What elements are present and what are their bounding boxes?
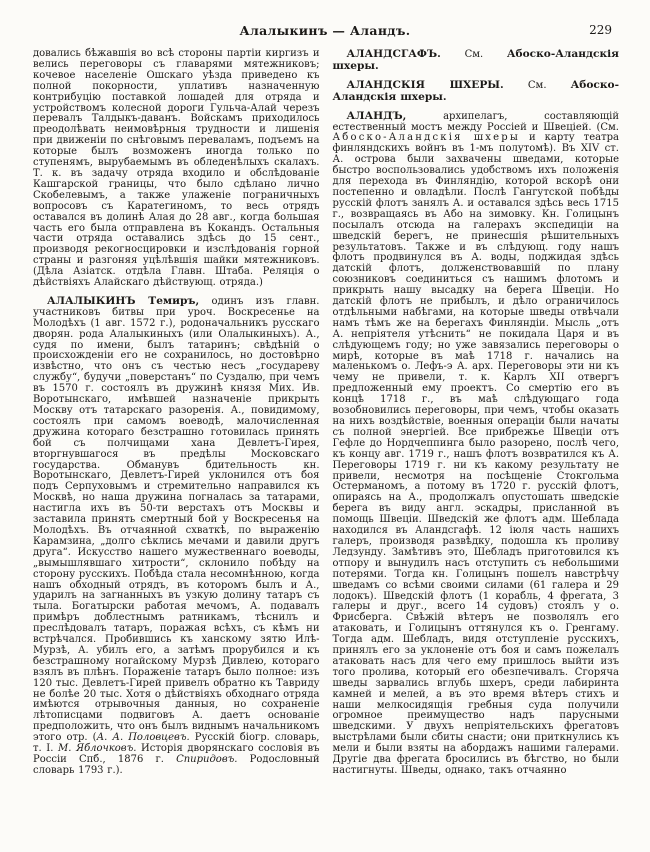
right-column: [333, 49, 620, 777]
entry-aland-spaced-reference: Абоско-Аландскія шхеры: [332, 132, 521, 144]
page-number: 229: [589, 23, 612, 37]
entry-alalykin: [33, 296, 320, 777]
citation-text-1: Русскій біогр. словарь, т. I.: [33, 732, 320, 755]
citation-author-yablochkov: М. Яблочковъ.: [58, 743, 137, 755]
entry-aland: [333, 111, 620, 777]
citation-text-2: Исторія дворянскаго сословія въ Россіи Спб., 1876 г.: [33, 743, 320, 765]
entry-alandsgaf-reference: Абоско-Аландскія шхеры.: [332, 48, 619, 72]
citation-author-spiridov: Спиридовъ.: [176, 754, 238, 765]
entry-alandskiya-shkhery: [333, 80, 620, 104]
entry-aland-body: и карту театра финляндскихъ войнъ въ 1-мъ полутомѣ). Въ XIV ст. А. острова были захвачены шведами, которые быстро воспользовались удобствомъ ихъ положенія для перехода въ Финляндію, которой вскорѣ они постепенно и овладѣли. Послѣ Гангутской побѣды русскій флотъ занялъ А. и оставался здѣсь весь 1715 г., возвращаясь въ Або на зимовку. Кн. Голицынъ посылалъ отсюда на галерахъ экспедиціи на шведскій берегъ, не принесшія рѣшительныхъ результатовъ. Также и въ слѣдующ. году нашъ флотъ продвинулся въ А. воды, поджидая здѣсь датскій флотъ, долженствовавшій по плану союзниковъ соединиться съ нашимъ флотомъ и прикрыть нашу высадку на берега Швеціи. Но датскій флотъ не прибылъ, и дѣло ограничилось отдѣльными набѣгами, на которые шведы отвѣчали намъ тѣмъ же на берегахъ Финляндіи. Мысль „отъ А. непріятеля утѣснить“ не покидала Царя и въ слѣдующемъ году; но уже завязались переговоры о мирѣ, которые въ маѣ 1718 г. начались на маленькомъ о. Лефъ-э А. арх. Переговоры эти ни къ чему не привели, т. к. Карлъ XII отвергъ предложенный ему проектъ. Со смертію его въ концѣ 1718 г., въ маѣ слѣдующаго года возобновились переговоры, при чемъ, чтобы оказать на нихъ воздѣйствіе, военныя операціи были начаты съ полной энергіей. Все прибрежье Швеціи отъ Гефле до Нордчеппинга было разорено, послѣ чего, къ концу авг. 1719 г., нашъ флотъ возвратился къ А. Переговоры 1719 г. ни къ какому результату не привели, несмотря на посѣщеніе Стокгольма Остерманомъ, а потому въ 1720 г. русскій флотъ, опираясь на А., продолжалъ опустошать шведскіе берега въ виду англ. эскадры, присланной въ помощь Швеціи. Шведскій же флотъ адм. Шеблада находился въ Аландсгафѣ. 12 іюля часть нашихъ галеръ, производя развѣдку, подошла къ проливу Ледзунду. Замѣтивъ это, Шебладъ приготовился къ отпору и вынудилъ насъ отступить съ небольшими потерями. Тогда кн. Голицынъ пошелъ навстрѣчу шведамъ со всѣми своими силами (61 галера и 29 лодокъ). Шведскій флотъ (1 корабль, 4 фрегата, 3 галеры и друг., всего 14 судовъ) стоялъ у о. Фрисберга. Свѣжій вѣтеръ не позволялъ его атаковать, и Голицынъ оттянулся къ о. Гренгаму. Тогда адм. Шебладъ, видя отступленіе русскихъ, принялъ его за уклоненіе отъ боя и самъ пожелалъ атаковать насъ для чего ему пришлось выйти изъ того пролива, который его обезпечивалъ. Сгоряча шведы зарвались вглубь шхеръ, среди лабиринта камней и мелей, а въ это время вѣтеръ стихъ и наши мелкосидящія гребныя суда получили огромное преимущество надъ парусными шведскими. У двухъ непріятельскихъ фрегатовъ выстрѣлами были сбиты снасти; они приткнулись къ мели и были взяты на абордажъ нашими галерами. Другіе два фрегата бросились въ бѣгство, но были настигнуты. Шведы, однако, такъ отчаянно: [332, 132, 619, 776]
citation-text-3: Родословный словарь 1793 г.).: [33, 754, 320, 776]
running-head: [0, 0, 650, 41]
entry-aland-intro: архипелагъ, составляющій естественный мостъ между Россіей и Швеціей. (См.: [332, 110, 619, 133]
entry-alalykin-headword: АЛАЛЫКИНЪ Темиръ,: [47, 294, 200, 307]
continuation-paragraph: довались бѣжавшія во всѣ стороны партіи киргизъ и велись переговоры съ главарями мятежниковъ; кочевое населеніе Ошскаго уѣзда приведено къ полной покорности, уплативъ назначенную контрибуцію поставкой лошадей для отряда и устройствомъ колесной дороги Гульча-Алай черезъ перевалъ Талдыкъ-даванъ. Войскамъ приходилось преодолѣвать неимовѣрныя трудности и лишенія при движеніи по снѣговымъ переваламъ, подъемъ на которые былъ возможенъ иногда только по ступенямъ, вырубаемымъ въ обледенѣлыхъ скалахъ. Т. к. въ задачу отряда входило и обслѣдованіе Кашгарской границы, что было сдѣлано лично Скобелевымъ, а также улаженіе пограничныхъ вопросовъ съ Каратегиномъ, то весь отрядъ оставался въ долинѣ Алая до 28 авг., когда большая часть его была отправлена въ Кокандъ. Остальныя части отряда оставались здѣсь до 15 сент., производя рекогносцировки и изслѣдованія горной страны и разгоняя уцѣлѣвшія шайки мятежниковъ. (Дѣла Азіатск. отдѣла Главн. Штаба. Реляція о дѣйствіяхъ Алайскаго дѣйствующ. отряда.): [33, 48, 320, 289]
entry-alandskiya-reference: Абоско-Аландскія шхеры.: [332, 78, 619, 103]
text-columns: [0, 41, 650, 777]
entry-alalykin-body: одинъ изъ главн. участниковъ битвы при уроч. Воскресенье на Молодѣхъ (1 авг. 1572 г.), родоначальникъ русскаго дворян. рода Алалыкиныхъ (или Олалыкиныхъ). А., судя по имени, былъ татаринъ; свѣдѣній о происхожденіи его не сохранилось, но достовѣрно извѣстно, что онъ съ честью несъ „государеву службу“, будучи „поверстанъ“ по Суздалю, при чемъ въ 1570 г. состоялъ въ дружинѣ князя Мих. Ив. Воротынскаго, имѣвшей назначеніе прикрыть Москву отъ татарскаго разоренія. А., повидимому, состоялъ при самомъ воеводѣ, малочисленная дружина котораго безстрашно готовилась принять бой съ полчищами хана Девлетъ-Гирея, вторгнувшагося въ предѣлы Московскаго государства. Обманувъ бдительность кн. Воротынскаго, Девлетъ-Гирей уклонился отъ боя подъ Серпуховымъ и стремительно направился къ Москвѣ, но наша дружина погналась за татарами, настигла ихъ въ 50-ти верстахъ отъ Москвы и заставила принять смертный бой у Воскресенья на Молодѣхъ. Въ отчаянной схваткѣ, по выраженію Карамзина, „долго сѣклись мечами и давили другъ друга“. Искусство нашего мужественнаго воеводы, „вымышлявшаго хитрости“, склонило побѣду на сторону русскихъ. Побѣда стала несомнѣнною, когда нашъ обходный отрядъ, въ которомъ былъ и А., ударилъ на загнанныхъ въ узкую долину татаръ съ тыла. Богатырски работая мечомъ, А. подавалъ примѣръ доблестнымъ ратникамъ, тѣснилъ и преслѣдовалъ татаръ, поражая всѣхъ, съ кѣмъ ни встрѣчался. Пробившись къ ханскому зятю Илѣ-Мурзѣ, А. убилъ его, а затѣмъ прорубился и къ безстрашному ногайскому Мурзѣ Дивлею, котораго взялъ въ плѣнъ. Пораженіе татаръ было полное: изъ 120 тыс. Девлетъ-Гирей привелъ обратно къ Тавриду не болѣе 20 тыс. Хотя о дѣйствіяхъ обходнаго отряда имѣются отрывочныя данныя, но сохраненіе лѣтописцами подвиговъ А. даетъ основаніе предположить, что онъ былъ виднымъ начальникомъ этого отр. (: [33, 295, 320, 744]
citation-author-polovtsev: А. А. Половцевъ.: [96, 732, 190, 744]
entry-alandsgaf-see-label: См.: [464, 49, 484, 60]
entry-aland-headword: АЛАНДЪ,: [346, 109, 407, 122]
entry-alandsgaf: [333, 49, 620, 73]
running-head-title: Алалыкинъ — Аландъ.: [239, 23, 411, 38]
entry-alandskiya-headword: АЛАНДСКІЯ ШХЕРЫ.: [346, 78, 504, 91]
left-column: [33, 49, 320, 777]
entry-alandsgaf-headword: АЛАНДСГАФЪ.: [346, 48, 441, 60]
entry-alandskiya-see-label: См.: [527, 79, 547, 91]
